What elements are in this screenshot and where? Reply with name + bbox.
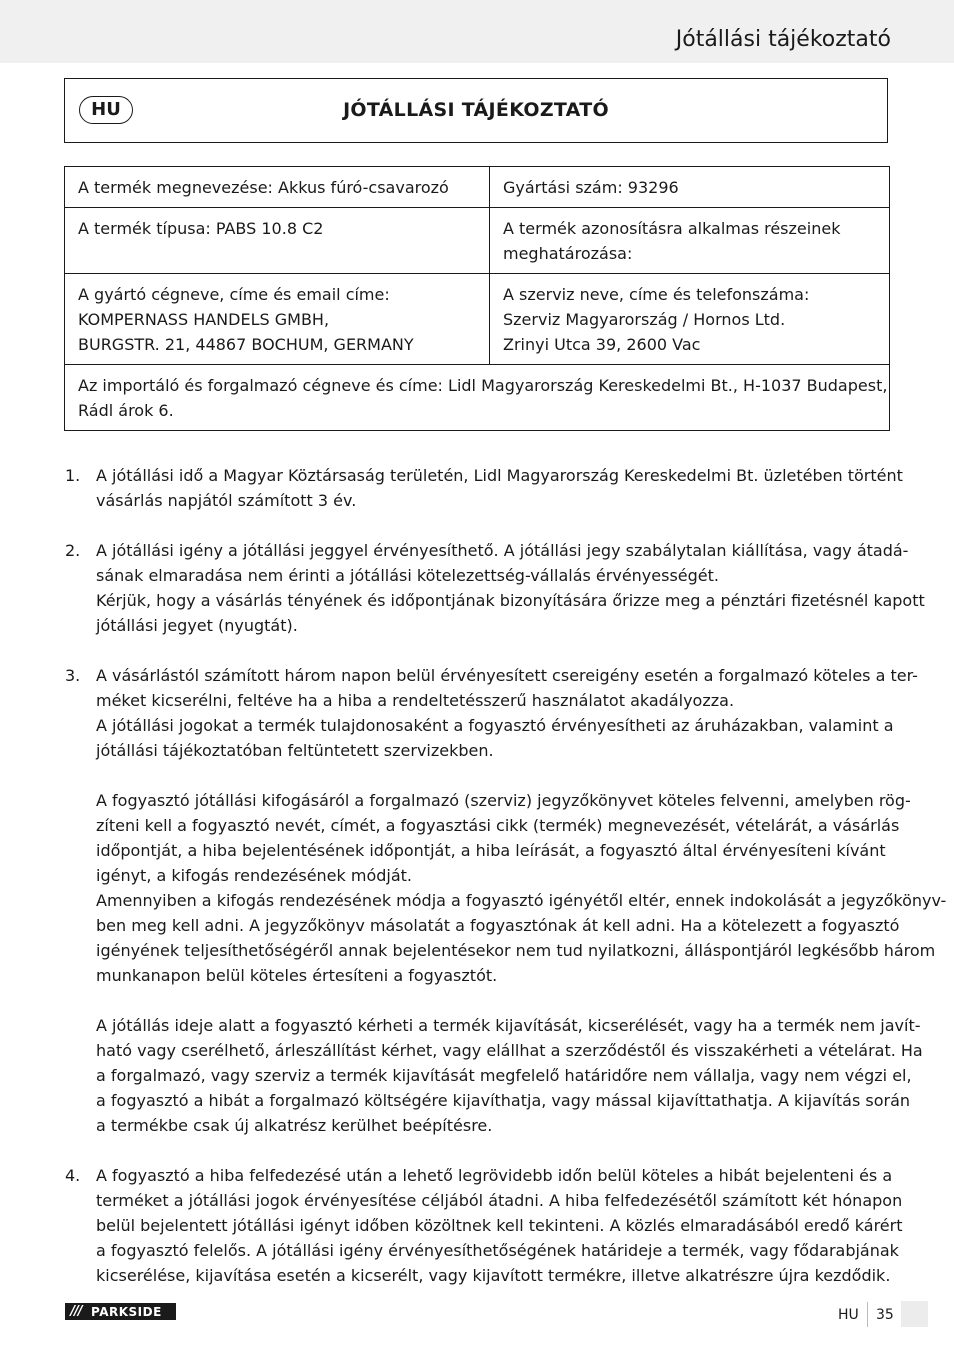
warranty-terms <box>64 463 947 1288</box>
item-text-line: jótállási tájékoztatóban feltüntetett szervizekben. <box>96 741 494 760</box>
manufacturer-cell <box>65 274 490 365</box>
item-number: 1. <box>65 466 81 485</box>
title-box <box>64 78 888 143</box>
serial-number: Gyártási szám: 93296 <box>503 178 679 197</box>
item-text-line: igényt, a kifogás rendezésének módját. <box>96 866 413 885</box>
table-row <box>65 167 890 208</box>
table-row <box>65 274 890 365</box>
manufacturer-line: BURGSTR. 21, 44867 BOCHUM, GERMANY <box>78 335 414 354</box>
parkside-logo <box>65 1303 176 1320</box>
item-text-line: igényének teljesíthetőségéről annak bejelentésekor nem tud nyilatkozni, álláspontjáról legkésőbb három <box>96 941 936 960</box>
item-number: 3. <box>65 666 81 685</box>
item-number: 2. <box>65 541 81 560</box>
product-name: A termék megnevezése: Akkus fúró-csavarozó <box>78 178 449 197</box>
item-text-line: munkanapon belül köteles értesíteni a fogyasztót. <box>96 966 498 985</box>
item-text-line: a termékbe csak új alkatrész kerülhet beépítésre. <box>96 1116 493 1135</box>
manufacturer-line: A gyártó cégneve, címe és email címe: <box>78 285 390 304</box>
item-text-line: a fogyasztó felelős. A jótállási igény érvényesíthetőségének határideje a termék, vagy fődarabjának <box>96 1241 899 1260</box>
item-text-line: a forgalmazó, vagy szerviz a termék kijavítását megfelelő határidőre nem vállalja, vagy nem végzi el, <box>96 1066 912 1085</box>
logo-stripes-icon: /// <box>70 1304 82 1319</box>
item-text-line: sának elmaradása nem érinti a jótállási kötelezettség-vállalás érvényességét. <box>96 566 719 585</box>
item-text-line: zíteni kell a fogyasztó nevét, címét, a fogyasztási cikk (termék) megnevezését, vételárát, a vásárlás <box>96 816 900 835</box>
item-text-line: kicserélése, kijavítása esetén a kicserélt, vagy kijavított termékre, illetve alkatrészre újra kezdődik. <box>96 1266 891 1285</box>
service-line: A szerviz neve, címe és telefonszáma: <box>503 285 810 304</box>
importer-line: Az importáló és forgalmazó cégneve és címe: Lidl Magyarország Kereskedelmi Bt., H-1037 Budapest, <box>78 376 888 395</box>
identification-line: meghatározása: <box>503 244 633 263</box>
item-text-line: ható vagy cserélhető, árleszállítást kérhet, vagy elállhat a szerződéstől és visszakérheti a vételárat. Ha <box>96 1041 923 1060</box>
service-cell <box>490 274 890 365</box>
footer-language: HU <box>838 1307 859 1323</box>
document-title: JÓTÁLLÁSI TÁJÉKOZTATÓ <box>343 99 609 121</box>
footer-divider <box>867 1302 868 1327</box>
identification-line: A termék azonosításra alkalmas részeinek <box>503 219 841 238</box>
product-type: A termék típusa: PABS 10.8 C2 <box>78 219 324 238</box>
item-text-line: időpontját, a hiba bejelentésének időpontját, a hiba leírását, a fogyasztó által érvényesíteni kívánt <box>96 841 886 860</box>
language-badge: HU <box>79 96 133 124</box>
footer-tab-marker <box>901 1301 928 1327</box>
identification-cell <box>490 208 890 274</box>
serial-cell <box>490 167 890 208</box>
brand-name: PARKSIDE <box>91 1304 162 1319</box>
item-text-line: A fogyasztó a hiba felfedezésé után a lehető legrövidebb időn belül köteles a hibát bejelenteni és a <box>96 1166 893 1185</box>
list-item <box>64 1163 903 1288</box>
list-item <box>64 538 925 638</box>
item-text-line: jótállási jegyet (nyugtát). <box>96 616 298 635</box>
item-text-line: Amennyiben a kifogás rendezésének módja a fogyasztó igényétől eltér, ennek indokolását a jegyzőkönyv- <box>96 891 947 910</box>
item-text-line: Kérjük, hogy a vásárlás tényének és időpontjának bizonyítására őrizze meg a pénztári fizetésnél kapott <box>96 591 925 610</box>
page-number: 35 <box>876 1307 894 1323</box>
item-text-line: a fogyasztó a hibát a forgalmazó költségére kijavíthatja, vagy mással kijavíttathatja. A kijavítás során <box>96 1091 911 1110</box>
item-text-line: terméket a jótállási jogok érvényesítése céljából átadni. A hiba felfedezésétől számított két hónapon <box>96 1191 903 1210</box>
item-text-line: A jótállási idő a Magyar Köztársaság területén, Lidl Magyarország Kereskedelmi Bt. üzletében történt <box>96 466 903 485</box>
table-row <box>65 208 890 274</box>
product-name-cell <box>65 167 490 208</box>
item-text-line: méket kicserélni, feltéve ha a hiba a rendeltetésszerű használatot akadályozza. <box>96 691 735 710</box>
product-info-table <box>64 166 890 431</box>
importer-line: Rádl árok 6. <box>78 401 174 420</box>
manufacturer-line: KOMPERNASS HANDELS GMBH, <box>78 310 330 329</box>
item-text-line: A jótállás ideje alatt a fogyasztó kérheti a termék kijavítását, kicserélését, vagy ha a termék nem javít- <box>96 1016 921 1035</box>
table-row <box>65 365 890 431</box>
item-number: 4. <box>65 1166 81 1185</box>
item-text-line: A jótállási igény a jótállási jeggyel érvényesíthető. A jótállási jegy szabálytalan kiállítása, vagy átadá- <box>96 541 909 560</box>
item-text-line: A fogyasztó jótállási kifogásáról a forgalmazó (szerviz) jegyzőkönyvet köteles felvenni, amelyben rög- <box>96 791 911 810</box>
importer-cell <box>65 365 890 431</box>
list-item <box>64 463 903 513</box>
type-cell <box>65 208 490 274</box>
item-text-line: vásárlás napjától számított 3 év. <box>96 491 357 510</box>
page-header-title: Jótállási tájékoztató <box>675 27 891 52</box>
item-text-line: belül bejelentett jótállási igényt időben közöltnek kell tekinteni. A közlés elmaradásából eredő kárért <box>96 1216 903 1235</box>
item-text-line: A vásárlástól számított három napon belül érvényesített csereigény esetén a forgalmazó köteles a ter- <box>96 666 918 685</box>
list-item <box>64 663 947 1138</box>
service-line: Szerviz Magyarország / Hornos Ltd. <box>503 310 786 329</box>
service-line: Zrinyi Utca 39, 2600 Vac <box>503 335 701 354</box>
item-text-line: ben meg kell adni. A jegyzőkönyv másolatát a fogyasztónak át kell adni. Ha a kötelezett a fogyasztó <box>96 916 900 935</box>
item-text-line: A jótállási jogokat a termék tulajdonosaként a fogyasztó érvényesítheti az áruházakban, valamint a <box>96 716 894 735</box>
